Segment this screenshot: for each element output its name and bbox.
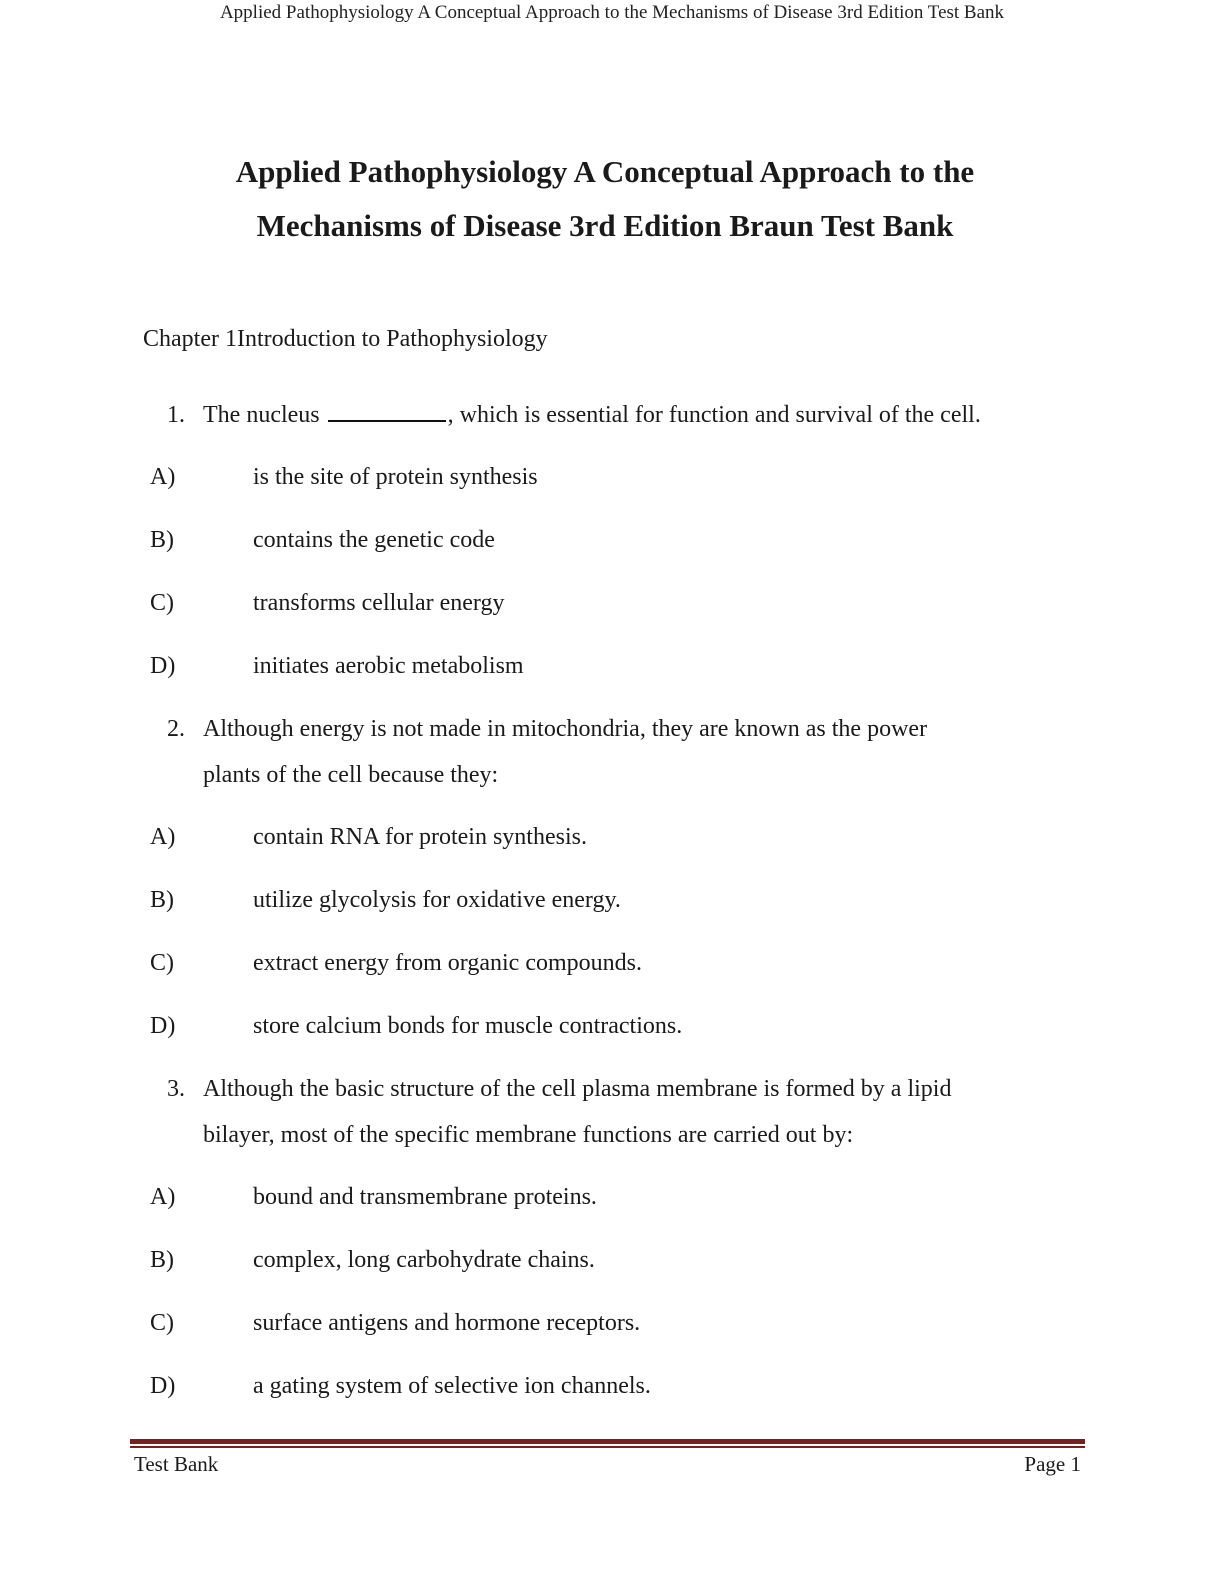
question-2-option-c bbox=[150, 945, 642, 981]
option-letter: A) bbox=[150, 824, 176, 850]
option-text: complex, long carbohydrate chains. bbox=[253, 1247, 595, 1273]
question-2-stem bbox=[167, 706, 1067, 798]
option-letter: C) bbox=[150, 590, 174, 616]
question-1-option-d bbox=[150, 648, 524, 684]
option-letter: D) bbox=[150, 653, 176, 679]
option-text: a gating system of selective ion channels. bbox=[253, 1373, 651, 1399]
question-1-stem bbox=[167, 392, 1067, 438]
title-line-2: Mechanisms of Disease 3rd Edition Braun Test Bank bbox=[256, 208, 954, 243]
chapter-heading: Chapter 1Introduction to Pathophysiology bbox=[143, 326, 548, 352]
footer-rule-thin bbox=[130, 1446, 1085, 1448]
option-letter: B) bbox=[150, 1247, 174, 1273]
question-3-option-b bbox=[150, 1242, 595, 1278]
option-letter: B) bbox=[150, 887, 174, 913]
option-letter: A) bbox=[150, 464, 176, 490]
fill-in-blank bbox=[328, 402, 446, 422]
question-2-option-b bbox=[150, 882, 621, 918]
question-number: 1. bbox=[167, 402, 185, 428]
stem-line-1: Although energy is not made in mitochondria, they are known as the power bbox=[203, 716, 928, 742]
running-header: Applied Pathophysiology A Conceptual Approach to the Mechanisms of Disease 3rd Edition Test Bank bbox=[219, 2, 1005, 23]
question-3-option-a bbox=[150, 1179, 597, 1215]
option-text: contain RNA for protein synthesis. bbox=[253, 824, 587, 850]
stem-line-2: bilayer, most of the specific membrane functions are carried out by: bbox=[203, 1122, 854, 1148]
option-letter: B) bbox=[150, 527, 174, 553]
stem-line-2: plants of the cell because they: bbox=[203, 762, 499, 788]
question-1-option-c bbox=[150, 585, 504, 621]
option-text: is the site of protein synthesis bbox=[253, 464, 538, 490]
stem-text-after: , which is essential for function and survival of the cell. bbox=[447, 402, 981, 428]
question-2-option-d bbox=[150, 1008, 682, 1044]
option-letter: A) bbox=[150, 1184, 176, 1210]
question-1-option-a bbox=[150, 459, 538, 495]
option-text: initiates aerobic metabolism bbox=[253, 653, 524, 679]
page-number: Page 1 bbox=[1024, 1452, 1081, 1476]
question-number: 3. bbox=[167, 1076, 185, 1102]
question-3-option-d bbox=[150, 1368, 651, 1404]
document-title bbox=[100, 145, 1110, 253]
question-1-option-b bbox=[150, 522, 495, 558]
option-text: utilize glycolysis for oxidative energy. bbox=[253, 887, 621, 913]
option-letter: C) bbox=[150, 950, 174, 976]
footer-rule-thick bbox=[130, 1439, 1085, 1444]
option-text: surface antigens and hormone receptors. bbox=[253, 1310, 641, 1336]
option-text: extract energy from organic compounds. bbox=[253, 950, 642, 976]
option-letter: D) bbox=[150, 1373, 176, 1399]
question-3-stem bbox=[167, 1066, 1067, 1158]
option-text: transforms cellular energy bbox=[253, 590, 505, 616]
option-letter: C) bbox=[150, 1310, 174, 1336]
question-2-option-a bbox=[150, 819, 587, 855]
stem-line-1: Although the basic structure of the cell plasma membrane is formed by a lipid bbox=[203, 1076, 952, 1102]
option-text: store calcium bonds for muscle contractions. bbox=[253, 1013, 683, 1039]
title-line-1: Applied Pathophysiology A Conceptual Approach to the bbox=[235, 154, 975, 189]
question-number: 2. bbox=[167, 716, 185, 742]
option-text: bound and transmembrane proteins. bbox=[253, 1184, 597, 1210]
footer-label: Test Bank bbox=[134, 1452, 219, 1476]
question-3-option-c bbox=[150, 1305, 640, 1341]
option-letter: D) bbox=[150, 1013, 176, 1039]
stem-text-before: The nucleus bbox=[203, 402, 326, 428]
option-text: contains the genetic code bbox=[253, 527, 495, 553]
